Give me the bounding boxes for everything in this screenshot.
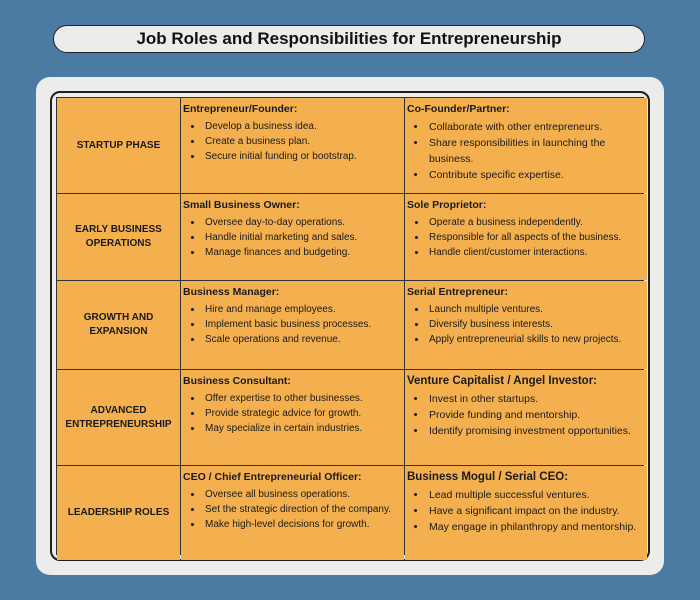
list-item: • Hire and manage employees. [203,302,402,317]
role-cell-business-mogul [405,466,647,560]
role-cell-business-consultant [181,370,404,465]
roles-table [56,97,644,555]
list-item: • May specialize in certain industries. [203,421,402,436]
list-item: • Provide funding and mentorship. [427,407,645,423]
role-title: CEO / Chief Entrepreneurial Officer: [183,471,362,483]
list-item: • Offer expertise to other businesses. [203,391,402,406]
role-title: Entrepreneur/Founder: [183,103,298,115]
responsibility-list [407,215,645,260]
list-item: • Apply entrepreneurial skills to new projects. [427,332,645,347]
responsibility-list [183,119,402,164]
content-card [36,77,664,575]
list-item: • Invest in other startups. [427,391,645,407]
role-cell-ceo [181,466,404,560]
responsibility-list [183,302,402,347]
list-item: • May engage in philanthropy and mentorship. [427,519,645,535]
list-item: • Oversee day-to-day operations. [203,215,402,230]
role-cell-small-business-owner [181,194,404,280]
role-title: Business Manager: [183,286,280,298]
role-cell-venture-capitalist [405,370,647,465]
list-item: • Implement basic business processes. [203,317,402,332]
phase-label-advanced: ADVANCED ENTREPRENEURSHIP [57,370,180,465]
role-title: Co-Founder/Partner: [407,103,510,115]
list-item: • Scale operations and revenue. [203,332,402,347]
role-title: Sole Proprietor: [407,199,487,211]
responsibility-list [407,302,645,347]
list-item: • Diversify business interests. [427,317,645,332]
list-item: • Handle client/customer interactions. [427,245,645,260]
list-item: • Operate a business independently. [427,215,645,230]
role-cell-co-founder-partner [405,98,647,193]
phase-label-early-operations: EARLY BUSINESS OPERATIONS [57,194,180,280]
role-title: Venture Capitalist / Angel Investor: [407,375,598,387]
responsibility-list [407,487,645,535]
role-title: Business Consultant: [183,375,291,387]
list-item: • Make high-level decisions for growth. [203,517,402,532]
list-item: • Collaborate with other entrepreneurs. [427,119,645,135]
role-cell-business-manager [181,281,404,369]
list-item: • Lead multiple successful ventures. [427,487,645,503]
phase-label-startup: STARTUP PHASE [57,98,180,193]
responsibility-list [407,391,645,439]
list-item: • Provide strategic advice for growth. [203,406,402,421]
list-item: • Have a significant impact on the industry. [427,503,645,519]
list-item: • Develop a business idea. [203,119,402,134]
responsibility-list [183,487,402,532]
responsibility-list [183,215,402,260]
page-title: Job Roles and Responsibilities for Entrepreneurship [53,25,645,53]
list-item: • Responsible for all aspects of the business. [427,230,645,245]
role-title: Business Mogul / Serial CEO: [407,471,569,483]
list-item: • Set the strategic direction of the company. [203,502,402,517]
list-item: • Handle initial marketing and sales. [203,230,402,245]
role-cell-serial-entrepreneur [405,281,647,369]
responsibility-list [407,119,645,183]
role-cell-sole-proprietor [405,194,647,280]
phase-label-leadership: LEADERSHIP ROLES [57,466,180,560]
list-item: • Contribute specific expertise. [427,167,645,183]
list-item: • Secure initial funding or bootstrap. [203,149,402,164]
role-title: Small Business Owner: [183,199,300,211]
role-cell-entrepreneur-founder [181,98,404,193]
list-item: • Identify promising investment opportunities. [427,423,645,439]
list-item: • Launch multiple ventures. [427,302,645,317]
list-item: • Share responsibilities in launching the business. [427,135,645,167]
list-item: • Create a business plan. [203,134,402,149]
list-item: • Manage finances and budgeting. [203,245,402,260]
phase-label-growth: GROWTH AND EXPANSION [57,281,180,369]
role-title: Serial Entrepreneur: [407,286,508,298]
responsibility-list [183,391,402,436]
list-item: • Oversee all business operations. [203,487,402,502]
